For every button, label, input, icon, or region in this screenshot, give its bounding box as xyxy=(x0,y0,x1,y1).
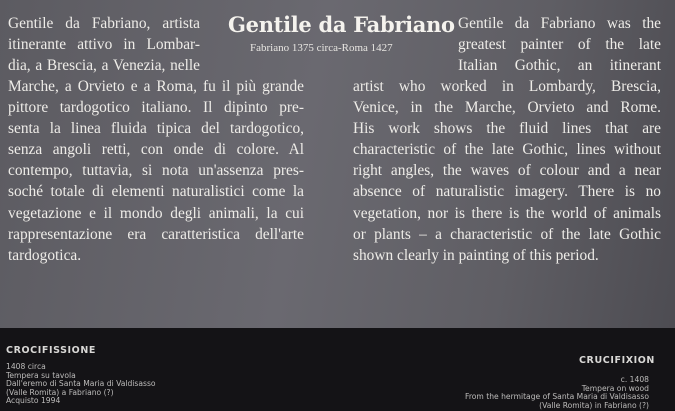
italian-line: contempo, tuttavia, si nota un'assenza pres- xyxy=(8,162,304,180)
detail-line: Dall'eremo di Santa Maria di Valdisasso xyxy=(6,379,156,389)
english-line: Venice, in the Marche, Orvieto and Rome. xyxy=(353,99,661,117)
italian-line: senza angoli retti, con onde di colore. Al xyxy=(8,141,304,159)
italian-line: dia, a Brescia, a Venezia, nelle xyxy=(8,57,200,75)
english-line: right angles, the waves of colour and a near xyxy=(353,162,661,180)
english-text-top xyxy=(458,13,661,76)
english-line: artist who worked in Lombardy, Brescia, xyxy=(353,78,661,95)
artwork-title-italian: CROCIFISSIONE xyxy=(6,345,97,356)
artist-dates: Fabriano 1375 circa-Roma 1427 xyxy=(250,42,393,54)
italian-line: vegetazione e il mondo degli animali, la cui xyxy=(8,204,304,222)
english-line: vegetation, nor is there is the world of animals xyxy=(353,204,661,222)
italian-line: rappresentazione era caratteristica dell'arte xyxy=(8,225,304,243)
italian-text-top xyxy=(8,13,200,76)
english-line: characteristic of the late Gothic, lines without xyxy=(353,141,661,159)
detail-line: Tempera su tavola xyxy=(6,370,76,380)
english-line: absence of naturalistic imagery. There is no xyxy=(353,183,661,201)
english-line: greatest painter of the late xyxy=(458,36,661,54)
italian-line: itinerante attivo in Lombar- xyxy=(8,36,200,54)
english-line: shown clearly in painting of this period. xyxy=(353,246,599,264)
detail-line: (Valle Romita) in Fabriano (?) xyxy=(539,400,649,410)
english-line: Italian Gothic, an itinerant xyxy=(458,57,661,75)
artist-title: Gentile da Fabriano xyxy=(228,12,455,37)
detail-line: Tempera on wood xyxy=(581,383,649,393)
detail-line: Acquisto 1994 xyxy=(6,396,61,406)
detail-line: (Valle Romita) a Fabriano (?) xyxy=(6,387,114,397)
artwork-details-italian xyxy=(6,363,156,406)
english-text-body xyxy=(353,76,661,266)
italian-line: tardogotica. xyxy=(8,246,82,264)
english-line: Gentile da Fabriano was the xyxy=(458,15,661,32)
italian-line: senta la linea fluida tipica del tardogotico, xyxy=(8,120,304,138)
italian-text-body xyxy=(8,76,304,266)
italian-line: pittore tardogotico italiano. Il dipinto pre- xyxy=(8,99,304,117)
detail-line: From the hermitage of Santa Maria di Valdisasso xyxy=(465,392,649,402)
italian-line: Marche, a Orvieto e a Roma, fu il più grande xyxy=(8,78,304,95)
artwork-details-english xyxy=(465,376,649,410)
artwork-title-english: CRUCIFIXION xyxy=(578,355,655,366)
english-line: or plants – a characteristic of the late Gothic xyxy=(353,225,661,243)
detail-line: 1408 circa xyxy=(6,362,46,371)
italian-line: Gentile da Fabriano, artista xyxy=(8,15,200,32)
italian-line: soché totale di elementi naturalistici come la xyxy=(8,183,304,201)
detail-line: c. 1408 xyxy=(620,375,649,384)
english-line: His work shows the fluid lines that are xyxy=(353,120,661,138)
